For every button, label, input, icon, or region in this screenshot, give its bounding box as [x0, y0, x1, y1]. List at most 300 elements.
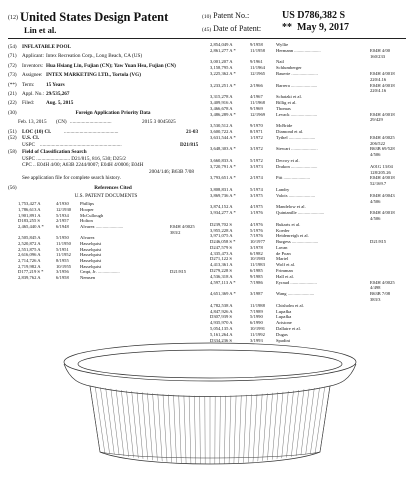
reference-date: 3/1972: [250, 146, 263, 152]
pool-wall-stripe: [184, 395, 186, 463]
reference-date: 3/1987: [250, 291, 263, 297]
pool-wall-stripe: [315, 387, 325, 453]
reference-number: 4,782,538 A: [210, 302, 233, 308]
reference-date: 11/1964: [250, 65, 265, 71]
reference-number: 3,869,736 A *: [210, 192, 236, 198]
reference-date: 11/1958: [250, 47, 265, 53]
reference-class: D21/815: [370, 239, 387, 245]
reference-number: 2,854,049 A: [210, 42, 233, 47]
pool-wall-stripe: [90, 386, 100, 452]
bibliographic-column: [8, 44, 204, 281]
reference-row: [8, 275, 204, 281]
reference-number: D279,228 S: [210, 268, 232, 274]
reference-date: 4/1976: [250, 221, 263, 227]
reference-number: 3,315,278 A: [210, 94, 233, 100]
reference-date: 6/1990: [250, 320, 263, 326]
pool-wall-stripe: [111, 389, 119, 456]
priority-date: Feb. 13, 2015: [18, 119, 47, 126]
reference-name: Alvarez: [80, 235, 95, 241]
pool-wall-stripe: [224, 396, 225, 464]
reference-number: 3,486,289 A *: [210, 111, 236, 117]
reference-date: 5/1950: [56, 235, 69, 241]
reference-date: 5/1951: [56, 246, 69, 252]
reference-name: Nail: [276, 59, 284, 65]
pool-wall-stripe: [244, 395, 247, 463]
pool-wall-stripe: [153, 393, 158, 461]
reference-class: 4/506: [370, 215, 381, 221]
field-code: (21): [8, 91, 17, 98]
field-73: [8, 72, 204, 78]
reference-number: 3,530,512 A: [210, 123, 233, 129]
reference-date: 2/1974: [250, 175, 263, 181]
reference-class: E04H 4/0018: [370, 70, 395, 76]
reference-name: Barrera .......................: [276, 82, 318, 88]
inventors: Hua Hsiang Lin, Fujian (CN); Yaw Yuan Hsu, Fujian (CN): [46, 62, 176, 69]
reference-number: 2,465,440 A *: [18, 223, 44, 229]
reference-class: E04H 4/00: [370, 47, 391, 53]
reference-name: Dugas: [276, 331, 288, 337]
reference-number: 3,808,831 A: [210, 186, 233, 192]
reference-name: Cmpt, Jr. ...................: [80, 269, 120, 275]
reference-date: 3/1993: [250, 337, 263, 343]
applicant: Intex Recreation Corp., Long Beach, CA (US): [46, 53, 143, 60]
search-history-note: See application file for complete search history.: [22, 174, 121, 181]
pool-wall-stripe: [248, 395, 251, 463]
reference-class: B63B 7/08: [370, 291, 391, 297]
reference-name: McBride: [276, 123, 293, 129]
reference-name: Spadini: [276, 337, 291, 343]
filed-date: Aug. 5, 2015: [46, 100, 74, 107]
reference-date: 1/1976: [250, 210, 263, 216]
reference-number: D247,579 S: [210, 244, 232, 250]
reference-number: D183,255 S: [18, 218, 40, 224]
reference-class: E04H 4/0025: [370, 134, 395, 140]
reference-number: 3,793,651 A *: [210, 175, 236, 181]
reference-class: 4/498: [370, 285, 381, 291]
field-code: (58): [8, 149, 17, 156]
reference-number: 3,955,228 A: [210, 227, 233, 233]
uspc-label: USPC: [22, 141, 35, 148]
reference-name: Decroy et al.: [276, 157, 300, 163]
pool-wall-stripe: [253, 394, 257, 462]
reference-number: 4,847,926 A: [210, 308, 233, 314]
loc-label: LOC (10) Cl.: [22, 128, 51, 135]
reference-number: 4,597,113 A *: [210, 279, 236, 285]
reference-date: 7/1976: [250, 233, 263, 239]
code-12: (12): [8, 15, 18, 21]
reference-number: 2,520,872 A: [18, 241, 41, 246]
uspc-dots: ...............................................................: [40, 141, 122, 148]
reference-name: Frimman: [276, 268, 293, 274]
references-left: [8, 201, 204, 281]
reference-number: 3,466,678 A: [210, 105, 233, 111]
reference-number: 3,158,795 A: [210, 65, 233, 71]
reference-name: Levack .......................: [276, 111, 318, 117]
reference-date: 11/1952: [56, 252, 71, 258]
reference-class: 128/205.26: [370, 169, 391, 175]
patent-number-label: Patent No.:: [213, 11, 250, 20]
field-label: Term:: [22, 81, 35, 88]
reference-number: 2,551,875 A: [18, 246, 41, 252]
field-code: (54): [8, 44, 17, 50]
reference-date: 9/1985: [250, 273, 263, 279]
reference-class: 383/2: [170, 229, 181, 235]
reference-date: 9/1958: [250, 42, 263, 47]
reference-number: D239,702 S: [210, 221, 232, 227]
reference-name: Wang .......................: [276, 291, 315, 297]
reference-name: Burgess .......................: [276, 239, 319, 245]
reference-class: 52/169.7: [370, 181, 387, 187]
reference-class: E04H 4/0043: [370, 192, 395, 198]
reference-class: 383/3: [370, 297, 381, 303]
reference-date: 3/1973: [250, 163, 263, 169]
reference-class: 160/233: [370, 53, 386, 59]
reference-date: 11/1992: [250, 331, 265, 337]
field-56: [8, 185, 204, 191]
reference-name: Nemsen: [80, 275, 96, 281]
reference-date: 10/1955: [56, 263, 72, 269]
reference-date: 11/1950: [56, 241, 71, 246]
reference-date: 6/1985: [250, 268, 263, 274]
patent-header: [8, 10, 406, 40]
reference-name: Eyraud .......................: [276, 279, 317, 285]
code-45: (45): [202, 27, 212, 33]
field-code: (72): [8, 62, 17, 69]
patent-number-line: [202, 10, 346, 21]
application-number: 29/535,267: [46, 91, 70, 98]
pool-wall-stripe: [277, 392, 283, 459]
reference-date: 11/1983: [250, 262, 265, 268]
pool-wall-stripe: [234, 395, 236, 463]
reference-date: 3/1975: [250, 192, 263, 198]
reference-class: 4/506: [370, 152, 381, 158]
reference-name: Hasselquist: [80, 258, 102, 264]
pool-wall-stripe: [267, 393, 272, 460]
pool-wall-stripe: [239, 395, 242, 463]
patent-title-line: [8, 10, 168, 25]
field-label: Applicant:: [22, 53, 44, 60]
reference-name: Hermann .......................: [276, 47, 321, 53]
reference-date: 7/1989: [250, 308, 263, 314]
reference-number: 4,935,970 A: [210, 320, 233, 326]
reference-number: D177,219 S *: [18, 269, 44, 275]
reference-number: 3,001,207 A: [210, 59, 233, 65]
reference-date: 12/1965: [250, 70, 266, 76]
reference-name: Wyllie: [276, 42, 289, 47]
pool-top-ring-inner: [78, 350, 342, 378]
pool-wall-stripe: [258, 394, 262, 462]
reference-date: 2/1966: [250, 82, 263, 88]
reference-number: D334,236 S: [210, 337, 232, 343]
reference-class: E04H 4/0025: [370, 279, 395, 285]
reference-name: Drakon .......................: [276, 163, 318, 169]
reference-number: 3,971,075 A: [210, 233, 233, 239]
date-value: May 9, 2017: [297, 22, 349, 33]
reference-name: Thomas: [276, 105, 291, 111]
reference-number: 2,861,277 A *: [210, 47, 236, 53]
reference-number: 4,335,473 A: [210, 250, 233, 256]
reference-number: 1,753,427 A: [18, 201, 41, 207]
field-58: [8, 149, 204, 156]
reference-date: 8/1955: [56, 258, 69, 264]
reference-number: 3,233,251 A *: [210, 82, 236, 88]
reference-name: Bauerie .......................: [276, 70, 318, 76]
reference-name: Mandelow et al.: [276, 204, 306, 210]
reference-name: Mariel: [276, 256, 289, 262]
pool-wall-stripe: [100, 387, 109, 453]
references-heading: References Cited: [94, 185, 132, 192]
reference-date: 1/1972: [250, 134, 263, 140]
reference-class: 220/4.16: [370, 88, 387, 94]
reference-number: 3,648,303 A *: [210, 146, 236, 152]
reference-class: 220/4.16: [370, 76, 387, 82]
reference-name: Koeder: [276, 227, 290, 233]
reference-date: 10/1983: [250, 256, 266, 262]
field-code: (52): [8, 135, 17, 142]
reference-name: Chisholm et al.: [276, 302, 304, 308]
reference-number: D271,122 S: [210, 256, 232, 262]
reference-name: Phillips: [80, 201, 95, 207]
pool-wall-stripe: [116, 389, 124, 456]
reference-class: D21/815: [170, 269, 187, 275]
reference-name: Pitt .......................: [276, 175, 310, 181]
reference-date: 4/1930: [56, 201, 69, 207]
field-21: [8, 91, 204, 97]
reference-class: B63B 69/528: [370, 146, 395, 152]
reference-number: 3,874,152 A: [210, 204, 233, 210]
field-code: (71): [8, 53, 17, 60]
reference-number: D246,058 S *: [210, 239, 236, 245]
reference-name: Holton: [80, 218, 93, 224]
reference-name: Alvarez ........................: [80, 223, 124, 229]
reference-date: 4/1975: [250, 204, 263, 210]
field-code: (22): [8, 100, 17, 107]
us-patent-docs-heading: U.S. PATENT DOCUMENTS: [74, 192, 138, 199]
reference-name: Landry: [276, 186, 290, 192]
reference-name: Billig et al.: [276, 99, 297, 105]
reference-name: Schlumberger: [276, 65, 302, 71]
reference-date: 6/1982: [250, 250, 263, 256]
reference-name: Hooper: [80, 206, 94, 212]
reference-date: 5/1934: [56, 212, 69, 218]
reference-number: 1,786,613 A: [18, 206, 41, 212]
reference-class: 4/506: [370, 198, 381, 204]
reference-date: 9/1970: [250, 123, 263, 129]
reference-date: 9/1961: [250, 59, 263, 65]
pool-wall-stripe: [174, 395, 177, 463]
pool-wall-stripe: [147, 393, 152, 460]
pool-wall-stripe: [310, 387, 319, 453]
reference-name: Wolf et al.: [276, 262, 296, 268]
reference-number: 3,934,277 A *: [210, 210, 236, 216]
reference-number: 2,616,096 A: [18, 252, 41, 258]
reference-name: Lupafka: [276, 308, 292, 314]
us-class-label: U.S. Cl.: [22, 135, 40, 142]
pool-wall-stripe: [263, 393, 268, 461]
reference-number: 5,161,264 A: [210, 331, 233, 337]
reference-number: 4,536,318 A: [210, 273, 233, 279]
reference-name: de Poan: [276, 250, 291, 256]
reference-class: A01G 13/04: [370, 163, 393, 169]
date-line: [202, 22, 349, 33]
reference-number: 4,413,361 A: [210, 262, 233, 268]
reference-name: Lupafka: [276, 314, 292, 320]
reference-number: 3,409,916 A: [210, 99, 233, 105]
pool-wall-stripe: [296, 389, 304, 456]
patent-date: [282, 22, 349, 33]
reference-date: 5/1976: [250, 227, 263, 233]
reference-number: 3,600,722 A: [210, 128, 233, 134]
reference-number: 2,839,762 A: [18, 275, 41, 281]
reference-name: Quintanille .......................: [276, 210, 325, 216]
reference-name: Diamond et al.: [276, 128, 304, 134]
field-code: (51): [8, 128, 17, 135]
reference-date: 8/1971: [250, 128, 263, 134]
reference-name: Valois .......................: [276, 192, 316, 198]
patent-number: US D786,382 S: [282, 10, 346, 21]
pool-wall-stripe: [194, 396, 195, 464]
date-star: **: [282, 22, 292, 33]
reference-name: Tythel .......................: [276, 134, 316, 140]
inflatable-pool-drawing: [60, 337, 360, 472]
reference-name: Aristone: [276, 320, 292, 326]
reference-date: 5/1972: [250, 157, 263, 163]
pool-wall-stripe: [95, 387, 105, 453]
reference-date: 10/1977: [250, 239, 266, 245]
pool-wall-stripe: [272, 392, 278, 459]
reference-date: 5/1974: [250, 186, 263, 192]
reference-number: 3,225,362 A *: [210, 70, 236, 76]
reference-date: 6/1958: [56, 275, 69, 281]
pool-top-ring-outer: [64, 343, 356, 381]
reference-name: Hall et al.: [276, 273, 294, 279]
reference-name: Stewart .......................: [276, 146, 318, 152]
reference-name: Hasselquist: [80, 252, 102, 258]
reference-date: 3/1956: [56, 269, 69, 275]
reference-number: 1,901,891 A: [18, 212, 41, 218]
reference-number: 3,660,833 A: [210, 157, 233, 163]
reference-date: 6/1948: [56, 223, 69, 229]
field-code: (**): [8, 81, 17, 88]
field-54: [8, 44, 204, 50]
uspc-line: [8, 142, 204, 149]
priority-heading: Foreign Application Priority Data: [75, 109, 151, 116]
reference-date: 10/1991: [250, 326, 266, 332]
code-10: (10): [202, 14, 212, 20]
term: 15 Years: [46, 81, 65, 88]
pool-wall-stripe: [200, 396, 201, 464]
field-label: Assignee:: [22, 72, 43, 79]
reference-class: E04H 4/0018: [370, 175, 395, 181]
pool-wall-pattern: [90, 386, 330, 464]
loc-dots: ..........................................: [64, 128, 119, 135]
reference-name: Lavan: [276, 244, 288, 250]
reference-date: 9/1969: [250, 105, 263, 111]
reference-class: E04H 4/0025: [170, 223, 195, 229]
reference-name: Schatzki et al.: [276, 94, 302, 100]
field-71: [8, 53, 204, 59]
reference-number: 2,714,726 A: [18, 258, 41, 264]
assignee: INTEX MARKETING LTD., Tortola (VG): [46, 72, 141, 79]
pool-wall-stripe: [142, 392, 148, 459]
reference-class: E04H 4/0018: [370, 111, 395, 117]
pool-wall-stripe: [168, 395, 171, 463]
reference-date: 12/1969: [250, 111, 266, 117]
field-label: Appl. No.:: [22, 91, 45, 98]
patent-title: United States Design Patent: [20, 10, 169, 24]
reference-name: Hasselquist: [80, 241, 102, 246]
reference-class: E04H 4/0018: [370, 82, 395, 88]
search-field-label: Field of Classification Search: [22, 149, 87, 156]
search-cpc-cont: 2004/146; B63B 7/08: [149, 168, 194, 175]
pool-wall-stripe: [301, 389, 309, 456]
reference-date: 3/1978: [250, 244, 263, 250]
reference-date: 12/1930: [56, 206, 72, 212]
priority-dots: ................................: [70, 119, 112, 126]
reference-date: 5/1990: [250, 314, 263, 320]
inventor-line: Lin et al.: [24, 25, 57, 35]
field-30: [8, 110, 204, 116]
search-cpc: CPC .. E04H 4/00; A63B 2244/0007; E04H 4/0006; E04H: [22, 162, 144, 169]
reference-class: 29/429: [370, 117, 383, 123]
reference-name: Heidenreigh et al.: [276, 233, 309, 239]
field-term: [8, 82, 204, 88]
pool-wall-stripe: [220, 396, 221, 464]
header-rule: [8, 38, 406, 39]
field-72: [8, 63, 204, 69]
reference-number: 2,505,845 A: [18, 235, 41, 241]
reference-class: 206/522: [370, 140, 386, 146]
pool-wall-stripe: [137, 392, 143, 459]
reference-name: Dallaire et al.: [276, 326, 301, 332]
pool-wall-stripe: [320, 386, 330, 452]
reference-name: Bukarts et al.: [276, 221, 301, 227]
date-label: Date of Patent:: [213, 24, 262, 33]
loc-class: 21-03: [186, 128, 199, 135]
reference-number: 5,054,135 A: [210, 326, 233, 332]
pool-wall-stripe: [189, 396, 191, 464]
pool-wall-stripe: [158, 394, 162, 462]
reference-number: 3,631,544 A *: [210, 134, 236, 140]
field-code: (56): [8, 185, 17, 192]
reference-name: Hasselquist: [80, 263, 102, 269]
pool-wall-stripe: [229, 396, 231, 464]
field-label: Inventors:: [22, 62, 44, 69]
field-code: (30): [8, 109, 17, 116]
references-right: [210, 42, 406, 343]
pool-wall-stripe: [179, 395, 182, 463]
pool-wall-stripe: [306, 388, 315, 454]
uspc-class: D21/815: [180, 141, 199, 148]
priority-country: (CN): [56, 119, 67, 126]
reference-number: 4,651,369 A *: [210, 291, 236, 297]
design-title: INFLATABLE POOL: [22, 44, 71, 50]
priority-entry: [8, 119, 204, 126]
field-22: [8, 100, 204, 106]
search-uspc: USPC .......................... D21/815, 816, 530; D25/2: [22, 155, 126, 162]
reference-date: 4/1967: [250, 94, 263, 100]
pool-wall-stripe: [106, 388, 115, 454]
priority-number: 2015 3 0045025: [142, 119, 176, 126]
reference-date: 11/1988: [250, 302, 265, 308]
reference-name: McCullough: [80, 212, 104, 218]
reference-number: 2,719,982 A: [18, 263, 41, 269]
reference-number: 3,720,791 A *: [210, 163, 236, 169]
reference-number: D307,939 S: [210, 314, 232, 320]
reference-date: 2/1957: [56, 218, 69, 224]
reference-date: 7/1986: [250, 279, 263, 285]
reference-date: 11/1968: [250, 99, 265, 105]
